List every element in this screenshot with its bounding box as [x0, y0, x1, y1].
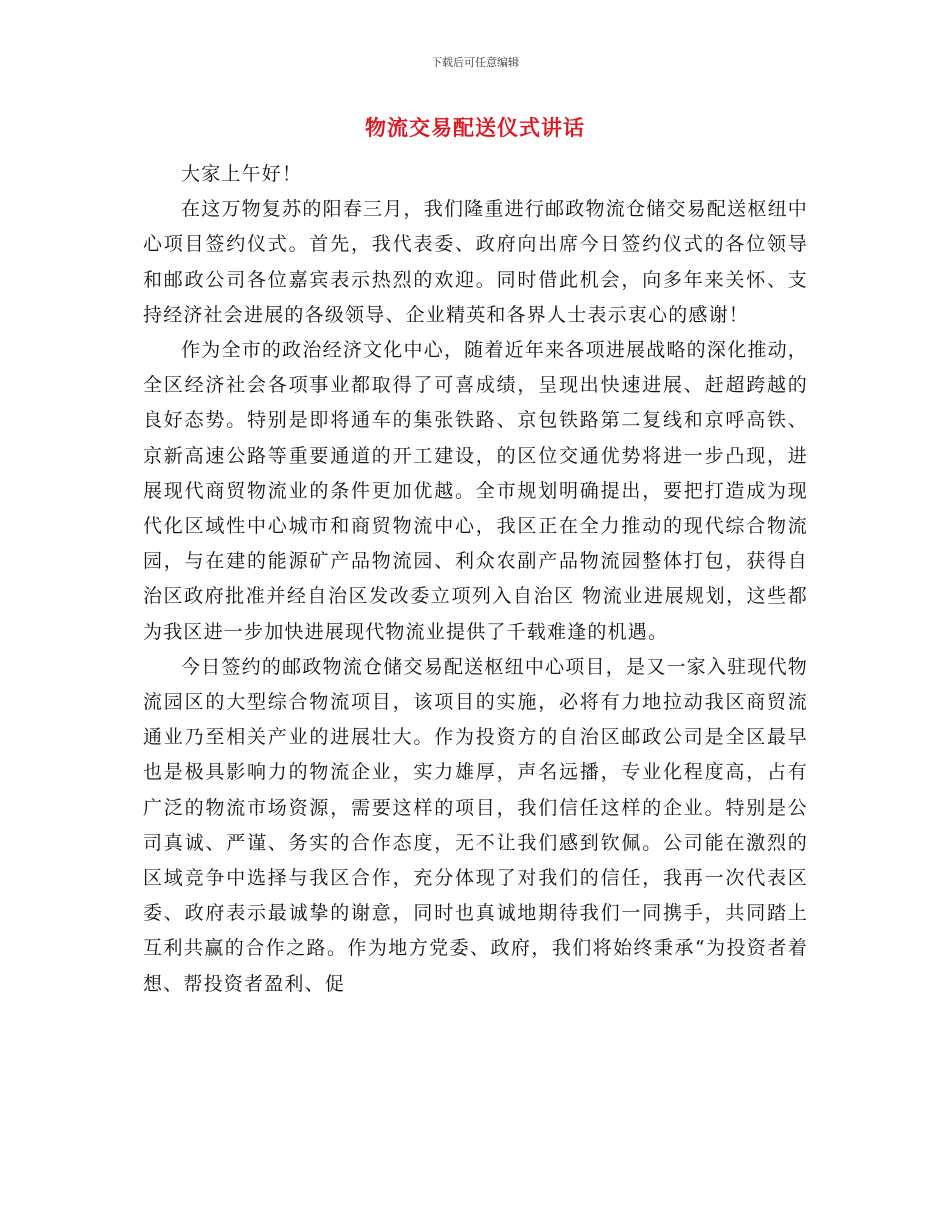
body-paragraph: 作为全市的政治经济文化中心，随着近年来各项进展战略的深化推动，全区经济社会各项事业都取得了可喜成绩，呈现出快速进展、赶超跨越的良好态势。特别是即将通车的集张铁路、京包铁路第二复线和京呼高铁、京新高速公路等重要通道的开工建设，的区位交通优势将进一步凸现，进展现代商贸物流业的条件更加优越。全市规划明确提出，要把打造成为现代化区域性中心城市和商贸物流中心，我区正在全力推动的现代综合物流园，与在建的能源矿产品物流园、利众农副产品物流园整体打包，获得自治区政府批准并经自治区发改委立项列入自治区 物流业进展规划，这些都为我区进一步加快进展现代物流业提供了千载难逢的机遇。 — [143, 339, 808, 643]
body-paragraph: 今日签约的邮政物流仓储交易配送枢纽中心项目，是又一家入驻现代物流园区的大型综合物流项目，该项目的实施，必将有力地拉动我区商贸流通业乃至相关产业的进展壮大。作为投资方的自治区邮政公司是全区最早也是极具影响力的物流企业，实力雄厚，声名远播，专业化程度高，占有广泛的物流市场资源，需要这样的项目，我们信任这样的企业。特别是公司真诚、严谨、务实的合作态度，无不让我们感到钦佩。公司能在激烈的区域竞争中选择与我区合作，充分体现了对我们的信任，我再一次代表区委、政府表示最诚挚的谢意，同时也真诚地期待我们一同携手，共同踏上互利共赢的合作之路。作为地方党委、政府，我们将始终秉承“为投资者着想、帮投资者盈利、促 — [143, 655, 808, 995]
greeting-paragraph: 大家上午好！ — [181, 163, 303, 185]
document-title: 物流交易配送仪式讲话 — [365, 115, 585, 140]
document-body — [143, 157, 808, 1002]
body-paragraph: 在这万物复苏的阳春三月，我们隆重进行邮政物流仓储交易配送枢纽中心项目签约仪式。首先，我代表委、政府向出席今日签约仪式的各位领导和邮政公司各位嘉宾表示热烈的欢迎。同时借此机会，向多年来关怀、支持经济社会进展的各级领导、企业精英和各界人士表示衷心的感谢！ — [143, 198, 808, 326]
download-note: 下载后可任意编辑 — [431, 56, 519, 69]
